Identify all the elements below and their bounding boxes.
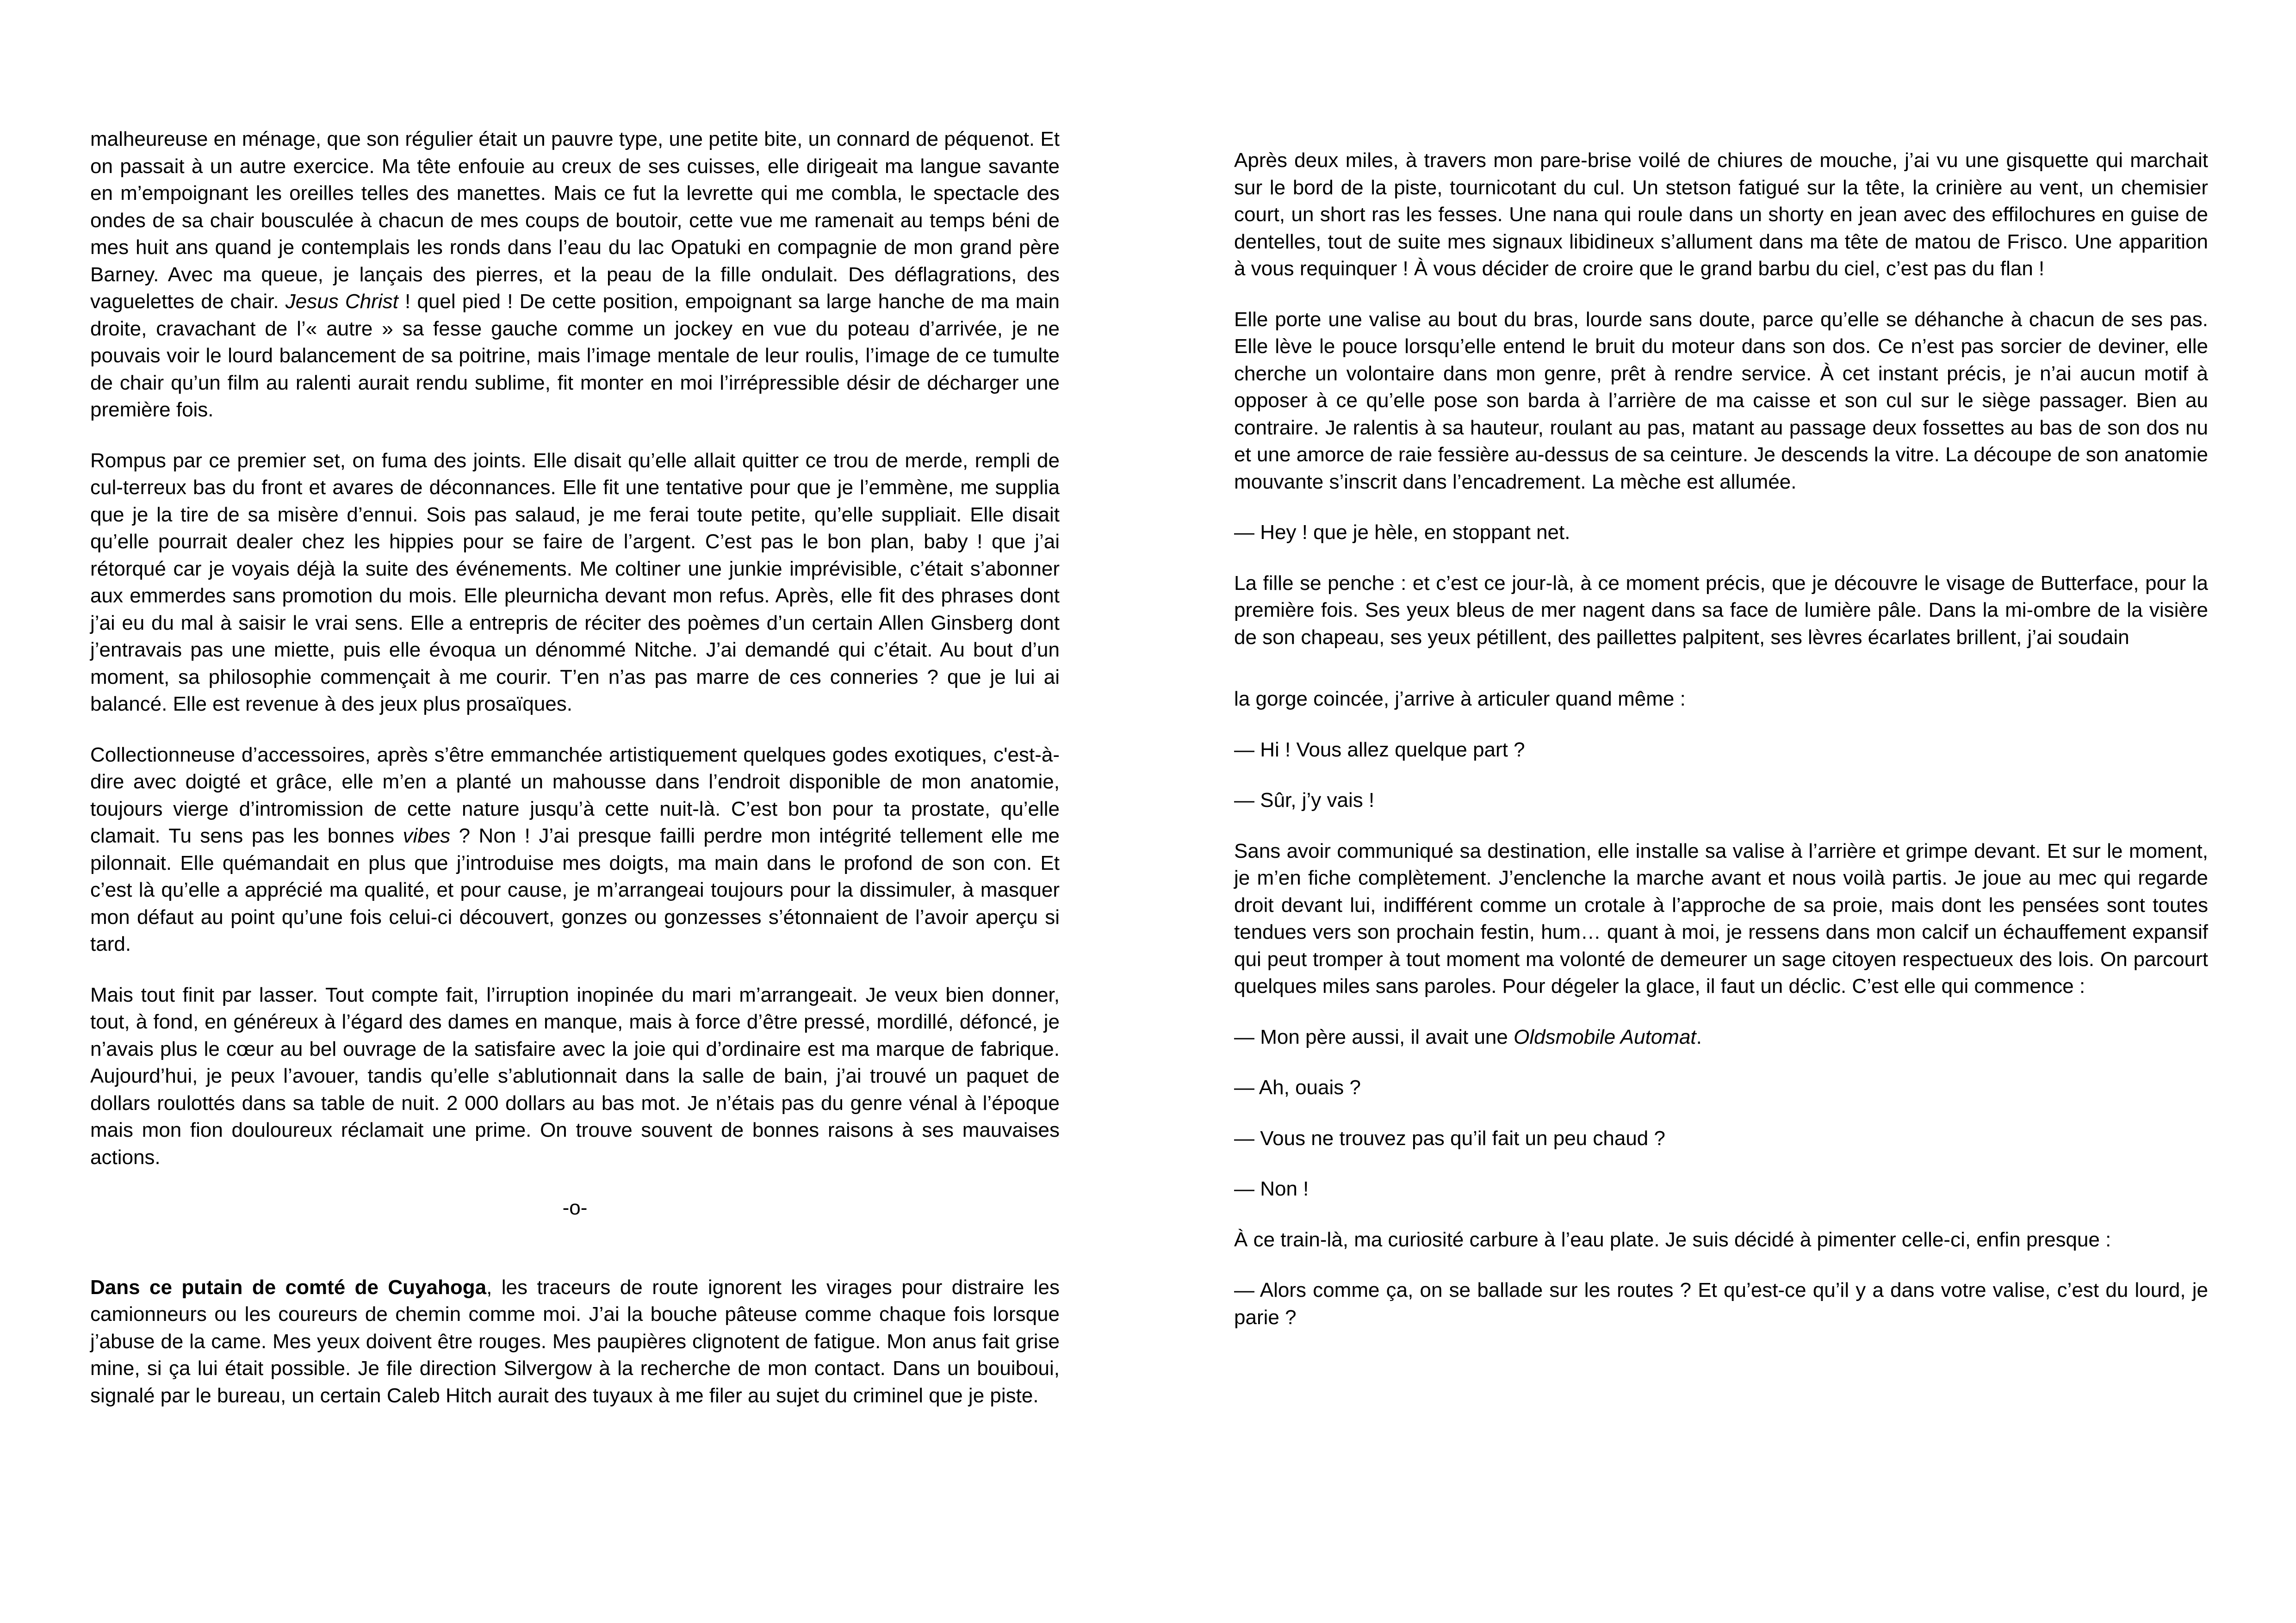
paragraph: Rompus par ce premier set, on fuma des joints. Elle disait qu’elle allait quitter ce trou de merde, rempli de cul-terreux bas du front et avares de déconnances. Elle fit une tentative pour que je l’emmène, me supplia que je la tire de sa misère d’ennui. Sois pas salaud, je me ferai toute petite, qu’elle suppliait. Elle disait qu’elle pourrait dealer chez les hippies pour se faire de l’argent. C’est pas le bon plan, baby ! que j’ai rétorqué car je voyais déjà la suite des événements. Me coltiner une junkie imprévisible, c’était s’abonner aux emmerdes sans promotion du mois. Elle pleurnicha devant mon refus. Après, elle fit des phrases dont j’ai eu du mal à saisir le vrai sens. Elle a entrepris de réciter des poèmes d’un certain Allen Ginsberg dont j’entravais pas une miette, puis elle évoqua un dénommé Nitche. J’ai demandé qui c’était. Au bout d’un moment, sa philosophie commençait à me courir. T’en n’as pas marre de ces conneries ? que je lui ai balancé. Elle est revenue à des jeux plus prosaïques. — [90, 449, 1060, 715]
left-page-text — [90, 126, 1060, 1433]
paragraph: Après deux miles, à travers mon pare-brise voilé de chiures de mouche, j’ai vu une gisquette qui marchait sur le bord de la piste, tournicotant du cul. Un stetson fatigué sur la tête, la crinière au vent, un chemisier court, un short ras les fesses. Une nana qui roule dans un shorty en jean avec des effilochures en guise de dentelles, tout de suite mes signaux libidineux s’allument dans ma tête de matou de Frisco. Une apparition à vous requinquer ! À vous décider de croire que le grand barbu du ciel, c’est pas du flan ! — [1234, 149, 2208, 280]
dialogue-line: — Ah, ouais ? — [1234, 1076, 1361, 1099]
bold-lead-text: Dans ce putain de comté de Cuyahoga — [90, 1276, 487, 1299]
paragraph: Mais tout finit par lasser. Tout compte fait, l’irruption inopinée du mari m’arrangeait. Je veux bien donner, tout, à fond, en généreux à l’égard des dames en manque, mais à force d’être pressé, mordillé, défoncé, je n’avais plus le cœur au bel ouvrage de la satisfaire avec la joie qui d’ordinaire est ma marque de fabrique. Aujourd’hui, je peux l’avouer, tandis qu’elle s’ablutionnait dans la salle de bain, j’ai trouvé un paquet de dollars roulottés dans sa table de nuit. 2 000 dollars au bas mot. Je n’étais pas du genre vénal à l’époque mais mon fion douloureux réclamait une prime. On trouve souvent de bonnes raisons à ses mauvaises actions. — [90, 983, 1060, 1169]
paragraph-text: . — [1696, 1025, 1702, 1048]
right-page-text — [1234, 147, 2208, 1355]
dialogue-line: — Non ! — [1234, 1177, 1309, 1200]
paragraph-text: ! quel pied ! De cette position, empoignant sa large hanche de ma main droite, cravachant de l’« autre » sa fesse gauche comme un jockey en vue du poteau d’arrivée, je ne pouvais voir le lourd balancement de sa poitrine, mais l’image mentale de leur roulis, l’image de ce tumulte de chair qu’un film au ralenti aurait rendu sublime, fit monter en moi l’irrépressible désir de décharger une première fois. — [90, 290, 1060, 421]
paragraph-text: — Mon père aussi, il avait une — [1234, 1025, 1508, 1048]
paragraph-text: Collectionneuse d’accessoires, après s’être emmanchée artistiquement quelques godes exotiques, c'est-à-dire avec doigté et grâce, elle m’en a planté un mahousse dans l’endroit disponible de mon anatomie, toujours vierge d’intromission de cette nature jusqu’à cette nuit-là. C’est bon pour ta prostate, qu’elle clamait. Tu sens pas les bonnes — [90, 743, 1060, 847]
italic-text: Jesus Christ — [285, 290, 398, 313]
section-separator: -o- — [562, 1196, 588, 1219]
paragraph — [90, 742, 1060, 958]
dialogue-line — [1234, 1024, 2208, 1051]
paragraph — [90, 1274, 1060, 1410]
right-page — [1148, 0, 2296, 1623]
italic-text: vibes — [403, 824, 451, 847]
dialogue-line: — Hey ! que je hèle, en stoppant net. — [1234, 521, 1570, 544]
dialogue-line: — Vous ne trouvez pas qu’il fait un peu chaud ? — [1234, 1127, 1665, 1150]
italic-text: Oldsmobile Automat — [1514, 1025, 1696, 1048]
paragraph: Elle porte une valise au bout du bras, lourde sans doute, parce qu’elle se déhanche à chacun de ses pas. Elle lève le pouce lorsqu’elle entend le bruit du moteur dans son dos. Ce n’est pas sorcier de deviner, elle cherche un volontaire dans mon genre, prêt à rendre service. À cet instant précis, je n’ai aucun motif à opposer à ce qu’elle pose son barda à l’arrière de ma caisse et son cul sur le siège passager. Bien au contraire. Je ralentis à sa hauteur, roulant au pas, matant au passage deux fossettes au bas de son dos nu et une amorce de raie fessière au-dessus de sa ceinture. Je descends la vitre. La découpe de son anatomie mouvante s’inscrit dans l’encadrement. La mèche est allumée. — [1234, 308, 2208, 493]
paragraph-text: malheureuse en ménage, que son régulier était un pauvre type, une petite bite, un connard de péquenot. Et on passait à un autre exercice. Ma tête enfouie au creux de ses cuisses, elle dirigeait ma langue savante en m’empoignant les oreilles telles des manettes. Mais ce fut la levrette qui me combla, le spectacle des ondes de sa chair bousculée à chacun de mes coups de boutoir, cette vue me ramenait au temps béni de mes huit ans quand je contemplais les ronds dans l’eau du lac Opatuki en compagnie de mon grand père Barney. Avec ma queue, je lançais des pierres, et la peau de la fille ondulait. Des déflagrations, des vaguelettes de chair. — [90, 128, 1060, 313]
paragraph: À ce train-là, ma curiosité carbure à l’eau plate. Je suis décidé à pimenter celle-ci, enfin presque : — [1234, 1228, 2111, 1251]
paragraph: la gorge coincée, j’arrive à articuler quand même : — [1234, 688, 1686, 710]
paragraph — [90, 126, 1060, 424]
dialogue-line: — Hi ! Vous allez quelque part ? — [1234, 738, 1525, 761]
dialogue-line: — Sûr, j’y vais ! — [1234, 789, 1375, 812]
paragraph-text: , les traceurs de route ignorent les virages pour distraire les camionneurs ou les coureurs de chemin comme moi. J’ai la bouche pâteuse comme chaque fois lorsque j’abuse de la came. Mes yeux doivent être rouges. Mes paupières clignotent de fatigue. Mon anus fait grise mine, si ça lui était possible. Je file direction Silvergow à la recherche de mon contact. Dans un bouiboui, signalé par le bureau, un certain Caleb Hitch aurait des tuyaux à me filer au sujet du criminel que je piste. — [90, 1276, 1060, 1407]
dialogue-line: — Alors comme ça, on se ballade sur les routes ? Et qu’est-ce qu’il y a dans votre valise, c’est du lourd, je parie ? — [1234, 1279, 2208, 1329]
paragraph: La fille se penche : et c’est ce jour-là, à ce moment précis, que je découvre le visage de Butterface, pour la première fois. Ses yeux bleus de mer nagent dans sa face de lumière pâle. Dans la mi-ombre de la visière de son chapeau, ses yeux pétillent, des paillettes palpitent, ses lèvres écarlates brillent, j’ai soudain — [1234, 571, 2208, 649]
paragraph-text: ? Non ! J’ai presque failli perdre mon intégrité tellement elle me pilonnait. Elle quémandait en plus que j’introduise mes doigts, ma main dans le profond de son con. Et c’est là qu’elle a apprécié ma qualité, et pour cause, je m’arrangeai toujours pour la dissimuler, à masquer mon défaut au point qu’une fois celui-ci découvert, gonzes ou gonzesses s’étonnaient de l’avoir aperçu si tard. — [90, 824, 1060, 955]
paragraph: Sans avoir communiqué sa destination, elle installe sa valise à l’arrière et grimpe devant. Et sur le moment, je m’en fiche complètement. J’enclenche la marche avant et nous voilà partis. Je joue au mec qui regarde droit devant lui, indifférent comme un crotale à l’approche de sa proie, mais dont les pensées sont toutes tendues vers son prochain festin, hum… quant à moi, je ressens dans mon calcif un échauffement expansif qui peut tromper à tout moment ma volonté de demeurer un sage citoyen respectueux des lois. On parcourt quelques miles sans paroles. Pour dégeler la glace, il faut un déclic. C’est elle qui commence : — [1234, 839, 2208, 997]
